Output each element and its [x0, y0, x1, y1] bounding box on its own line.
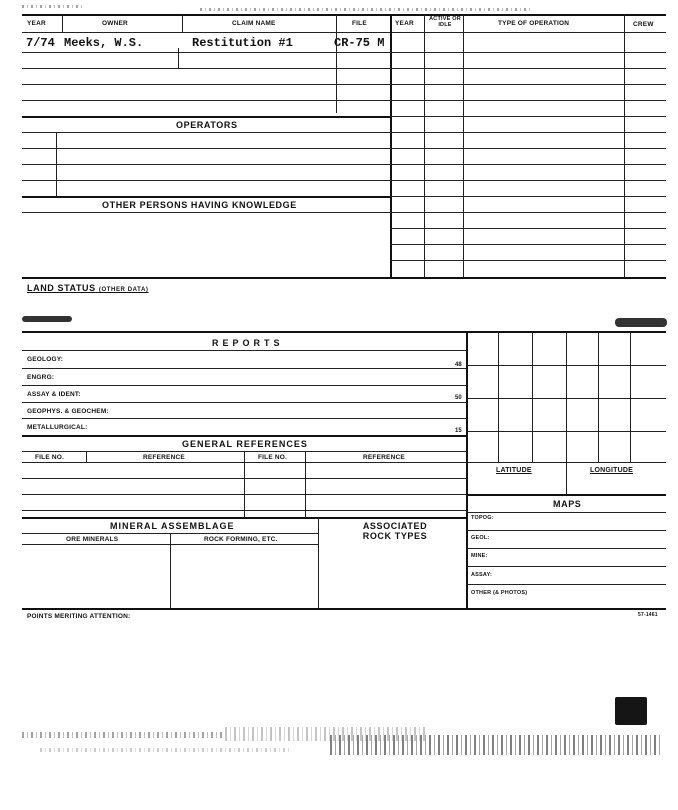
col-sep: [178, 48, 179, 68]
col-sep-active: [463, 15, 464, 277]
row-line: [466, 512, 666, 513]
grid-row: [466, 365, 666, 366]
grid-row: [466, 431, 666, 432]
row-line: [390, 68, 666, 69]
scan-noise: [330, 735, 660, 755]
row-line: [466, 548, 666, 549]
report-geology-num: 48: [455, 362, 462, 368]
row-line: [466, 584, 666, 585]
row-line: [390, 244, 666, 245]
maps-rule: [466, 494, 666, 496]
row-line: [390, 132, 666, 133]
latitude-label: LATITUDE: [496, 467, 532, 474]
reports-title: REPORTS: [212, 338, 284, 348]
grid-row: [466, 398, 666, 399]
row-line: [390, 52, 666, 53]
operators-title: OPERATORS: [176, 120, 238, 130]
row-line: [390, 228, 666, 229]
col-sep: [336, 33, 337, 113]
report-geology-label: GEOLOGY:: [27, 356, 64, 363]
row-line: [390, 100, 666, 101]
longitude-label: LONGITUDE: [590, 467, 634, 474]
header-type-of-operation: TYPE OF OPERATION: [498, 20, 570, 27]
ref-reference-header-2: REFERENCE: [363, 454, 405, 461]
col-sep-crew: [624, 15, 625, 277]
grid-col: [598, 331, 599, 462]
row-line: [22, 52, 390, 53]
row-line: [390, 260, 666, 261]
rock-forming-header: ROCK FORMING, ETC.: [204, 536, 278, 543]
main-divider: [390, 15, 392, 277]
ref-reference-header: REFERENCE: [143, 454, 185, 461]
top-block-bottom: [22, 277, 666, 279]
row-line: [390, 148, 666, 149]
header-crew: CREW: [633, 21, 654, 28]
row-line: [390, 196, 666, 197]
entry-file: CR-75 M: [334, 36, 385, 50]
row-line: [390, 164, 666, 165]
row-line: [466, 530, 666, 531]
header-claim-name: CLAIM NAME: [232, 20, 276, 27]
row-line: [22, 68, 390, 69]
report-assay-label: ASSAY & IDENT:: [27, 391, 81, 398]
scan-smudge: [615, 697, 647, 725]
col-sep: [170, 533, 171, 608]
row-line: [22, 164, 390, 165]
maps-other-photos: OTHER (& PHOTOS): [471, 590, 528, 596]
col-sep: [86, 451, 87, 462]
grid-col: [630, 331, 631, 462]
col-sep: [182, 15, 183, 33]
report-metallurgical-label: METALLURGICAL:: [27, 424, 88, 431]
col-sep: [336, 15, 337, 33]
header-year-right: YEAR: [395, 20, 414, 27]
scan-noise: [200, 8, 530, 11]
row-line: [22, 402, 466, 403]
col-sep: [56, 132, 57, 196]
land-status-bottom: [22, 331, 666, 333]
row-line: [22, 100, 390, 101]
general-references-title: GENERAL REFERENCES: [182, 439, 308, 449]
form-number: 57-1461: [638, 612, 658, 618]
top-border: [22, 14, 666, 16]
row-line: [390, 212, 666, 213]
scan-noise: [22, 732, 222, 738]
row-line: [466, 566, 666, 567]
report-engrg-label: ENGRG:: [27, 374, 55, 381]
header-rule: [22, 32, 666, 33]
header-active-idle: ACTIVE OR IDLE: [429, 16, 461, 28]
land-status-title: LAND STATUS (OTHER DATA): [27, 283, 149, 293]
col-sep: [62, 15, 63, 33]
header-file: FILE: [352, 20, 367, 27]
report-metallurgical-num: 15: [455, 428, 462, 434]
row-line: [22, 132, 390, 133]
row-line: [390, 84, 666, 85]
ref-file-no-header-2: FILE NO.: [258, 454, 288, 461]
row-line: [22, 350, 466, 351]
general-references-rule: [22, 435, 466, 437]
entry-year: 7/74: [26, 36, 55, 50]
scan-noise: [40, 748, 290, 752]
ore-minerals-header: ORE MINERALS: [66, 536, 119, 543]
col-sep-year: [424, 15, 425, 277]
row-line: [22, 212, 390, 213]
mineral-rule: [22, 517, 466, 519]
row-line: [390, 116, 666, 117]
maps-assay: ASSAY:: [471, 572, 493, 578]
associated-rock-types-title: ASSOCIATED ROCK TYPES: [362, 521, 428, 541]
entry-owner: Meeks, W.S.: [64, 36, 144, 50]
row-line: [22, 368, 466, 369]
row-line: [22, 180, 390, 181]
points-meriting-attention: POINTS MERITING ATTENTION:: [27, 613, 131, 620]
other-persons-rule: [22, 196, 390, 198]
report-assay-num: 50: [455, 395, 462, 401]
maps-title: MAPS: [553, 499, 582, 509]
grid-col: [532, 331, 533, 462]
scan-noise: [22, 5, 82, 8]
grid-col: [566, 331, 567, 462]
bottom-rule: [22, 608, 666, 610]
scan-smudge: [615, 318, 667, 327]
col-sep: [244, 451, 245, 517]
report-geophys-label: GEOPHYS. & GEOCHEM:: [27, 408, 109, 415]
maps-mine: MINE:: [471, 553, 488, 559]
lat-long-sep: [566, 462, 567, 494]
mineral-assemblage-title: MINERAL ASSEMBLAGE: [110, 521, 235, 531]
ref-file-no-header: FILE NO.: [35, 454, 65, 461]
maps-topog: TOPOG:: [471, 515, 494, 521]
row-line: [390, 180, 666, 181]
maps-geol: GEOL:: [471, 535, 490, 541]
header-owner: OWNER: [102, 20, 128, 27]
operators-rule: [22, 116, 390, 118]
row-line: [22, 84, 390, 85]
grid-col: [498, 331, 499, 462]
header-year: YEAR: [27, 20, 46, 27]
row-line: [22, 418, 466, 419]
col-sep: [318, 517, 319, 608]
entry-claim-name: Restitution #1: [192, 36, 293, 50]
row-line: [22, 148, 390, 149]
col-sep: [305, 451, 306, 517]
other-persons-title: OTHER PERSONS HAVING KNOWLEDGE: [102, 200, 297, 210]
row-line: [22, 385, 466, 386]
scan-smudge: [22, 316, 72, 322]
